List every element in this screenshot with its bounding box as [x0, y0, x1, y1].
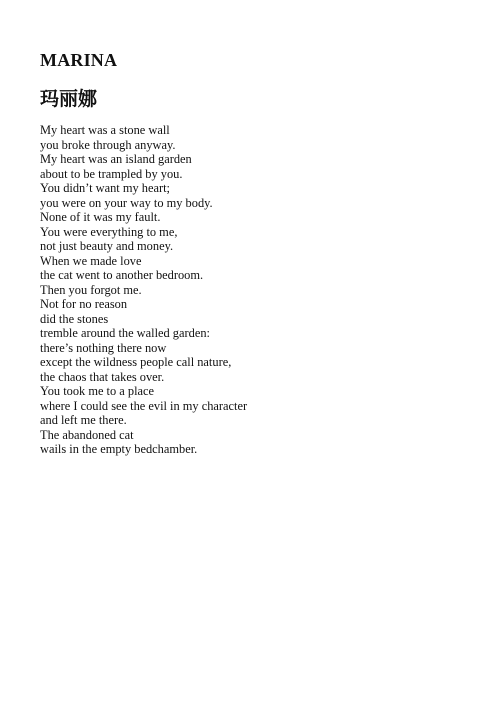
poem-line: When we made love	[40, 253, 142, 268]
poem-line: My heart was a stone wall	[40, 123, 170, 137]
poem-title-chinese: 玛丽娜	[40, 88, 98, 110]
poem-line: not just beauty and money.	[40, 239, 174, 254]
poem-line: the cat went to another bedroom.	[40, 268, 204, 283]
poem-line: Not for no reason	[40, 297, 128, 312]
poem-title-english: MARINA	[40, 50, 118, 70]
poem-line: you broke through anyway.	[40, 137, 176, 152]
poem-line: wails in the empty bedchamber.	[40, 442, 198, 457]
poem-line: The abandoned cat	[40, 427, 134, 442]
poem-line: My heart was an island garden	[40, 152, 192, 167]
poem-line: and left me there.	[40, 413, 127, 428]
poem-line: did the stones	[40, 311, 109, 326]
poem-line: there’s nothing there now	[40, 340, 167, 355]
poem-line: you were on your way to my body.	[40, 195, 213, 210]
poem-line: Then you forgot me.	[40, 282, 142, 297]
poem-line: You didn’t want my heart;	[40, 181, 170, 196]
poem-body	[40, 123, 480, 457]
poem-line: tremble around the walled garden:	[40, 326, 210, 341]
poem-line: except the wildness people call nature,	[40, 355, 232, 370]
poem-line: about to be trampled by you.	[40, 166, 183, 181]
poem-line: You were everything to me,	[40, 224, 178, 239]
poem-line: the chaos that takes over.	[40, 369, 165, 384]
poem-line: None of it was my fault.	[40, 210, 161, 225]
poem-line: where I could see the evil in my character	[40, 398, 248, 413]
poem-line: You took me to a place	[40, 384, 155, 399]
